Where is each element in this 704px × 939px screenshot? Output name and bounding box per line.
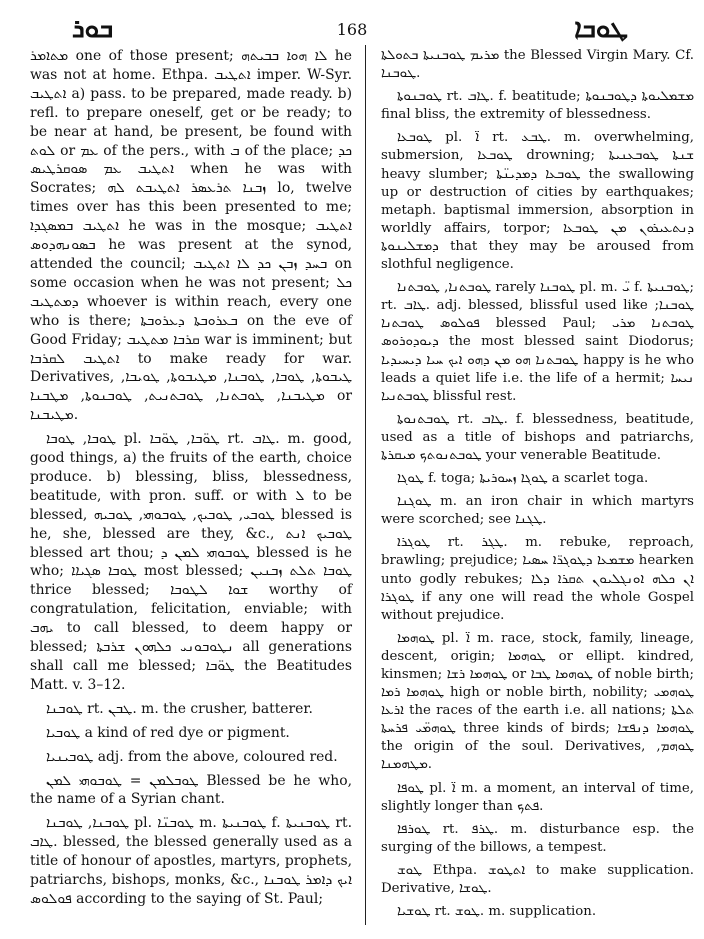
dictionary-entry: ܛܘܒܠܡܢ = ܛܘܒܘܗܝ ܠܡܢ Blessed be he who, the name of a Syrian chant.: [30, 772, 353, 808]
dictionary-entry: ܛܘܒܬܢܘܬܐ rt. ܛܐܒ. f. blessedness, beatitude, used as a title of bishops and patriarchs, ܛܘܒܬܢܘܬܟ ܡܝܩܪܬܐ your venerable Beatitude.: [381, 411, 694, 463]
page-header: [40, 14, 664, 48]
dictionary-entry: ܛܘܒܝܐ a kind of red dye or pigment.: [46, 724, 290, 741]
dictionary-entry: ܡܪܝܡ ܛܘܒܢܝܬܐ ܒܬܘܠܬܐ the Blessed Virgin Mary. Cf. ܛܘܒܢܐ.: [381, 48, 695, 82]
dictionary-entry: ܛܘܒܢܘܬܐ rt. ܛܐܒ. f. beatitude; ܡܫܡܠܝܘܬܐ ܕܛܘܒܢܘܬܐ final bliss, the extremity of blessedness.: [381, 89, 694, 123]
dictionary-entry: ܛܘܓܪܐ rt. ܛܓܪ. m. rebuke, reproach, brawling; prejudice; ܡܫܡܥܐ ܕܛܘܓܪ̈ܐ ܚܣܝܐ hearken unto godly rebukes; ܐܢ ܟܠܗ ܐܘܢܓܠܝܘܢ ܬܩܪܐ ܕܠܐ ܛܘܓܪܐ if any one will read the whole Gospel without prejudice.: [381, 535, 694, 623]
dictionary-entry: ܛܘܪܦܐ rt. ܛܪܦ. m. disturbance esp. the surging of the billows, a tempest.: [381, 821, 694, 855]
header-right-word: ܛܘܒܐ: [574, 14, 628, 44]
dictionary-entry: ܡܬܐܡܪ one of those present; ܠܐ ܗܘܐ ܒܒܝܬܗ he was not at home. Ethpa. ܐܬܛܝܒ imper. W-Syr. ܐܬܛܝܒ a) pass. to be prepared, made ready. b) refl. to prepare oneself, get or be ready; to be near at hand, be present, be found with ܠܘܬ or ܥܡ of the pers., with ܒ of the place; ܟܕ ܐܬܛܝܒ ܥܡ ܣܘܩܪܛܝܣ when he was with Socrates; ܙܒܢܐ ܬܪܥܣܪ ܐܬܛܝܒܬ ܠܗ lo, twelve times over has this been presented to me; ܐܬܛܝܒ ܒܡܣܓܕܐ he was in the mosque; ܐܬܛܝܒ ܒܣܘܢܗܕܘܣ he was present at the synod, attended the council; ܒܚܕ ܙܒܢ ܟܕ ܠܐ ܐܬܛܝܒ on some occasion when he was not present; ܟܠ ܕܡܬܛܝܒ whoever is within reach, every one who is there; ܒܥܪܘܒܬܐ ܕܥܪܘܒܬܐ on the eve of Good Friday; ܩܪܒܐ ܡܬܛܝܒ war is imminent; but ܐܬܛܝܒ ܠܩܪܒܐ to make ready for war. Derivatives, ܛܝܒܘܬܐ, ܛܘܒܐ, ܛܘܒܢܐ, ܡܛܝܒܘܬܐ, ܛܘܝܒܐ, ܡܛܝܒܢܐ, ܛܘܒܬܢܐ, ܛܘܒܬܢܝܬ, ܛܘܒܢܘܬܐ, ܡܛܒܢܐ or ܡܛܝܒܢܐ.: [30, 48, 353, 424]
column-divider: [365, 45, 366, 925]
dictionary-entry: ܛܘܒܥܐ pl. ܐ̈ rt. ܛܒܥ. m. overwhelming, submersion, ܛܘܒܥܐ drowning; ܫܢܬܐ ܛܘܒܥܢܝܬܐ heavy slumber; ܛܘܒܥܐ ܕܡܕܝܢ̈ܬܐ the swallowing up or destruction of cities by earthquakes; metaph. baptismal immersion, absorption in worldly affairs, torpor; ܕܢܬܥܝܪܘܢ ܡܢ ܛܘܒܥܐ ܕܡܫܠܝܢܘܬܐ that they may be aroused from slothful negligence.: [381, 130, 694, 273]
dictionary-entry: ܛܘܓܐ f. toga; ܛܘܓܐ ܙܚܘܪܝܬܐ a scarlet toga.: [397, 471, 649, 487]
right-column: [381, 47, 694, 926]
dictionary-entry: ܛܘܦܐ pl. ܐ̈ m. a moment, an interval of time, slightly longer than ܦܬܟ.: [381, 780, 694, 814]
dictionary-entry: ܛܘܒܬܢܐ, ܛܘܒܬܢܐ rarely ܛܘܒܢܐ pl. m. ܝ̈ f. ܛܘܒܢܝܬܐ; rt. ܛܐܒ. adj. blessed, blissful used like ܛܘܒܢܐ; ܦܘܠܘܣ ܛܘܒܬܢܐ blessed Paul; ܛܘܒܬܢܐ ܡܪܝ ܕܝܘܕܘܪܘܣ the most blessed saint Diodorus; ܛܘܒܬܢܐ ܗܘ ܡܢ ܕܗܘ ܐܝܟ ܚܝܐ ܕܝܚܝܕܝܐ happy is he who leads a quiet life i.e. the life of a hermit; ܢܝܚܐ ܛܘܒܬܢܝܐ blissful rest.: [381, 280, 695, 404]
left-column: [30, 47, 352, 914]
header-left-word: ܒܘܪ: [72, 14, 114, 44]
dictionary-entry: ܛܘܒܢܐ rt. ܛܒܢ. m. the crusher, batterer.: [46, 700, 313, 717]
dictionary-entry: ܛܘܓܢܐ m. an iron chair in which martyrs were scorched; see ܛܓܢܐ.: [381, 494, 694, 528]
dictionary-entry: ܛܘܫ Ethpa. ܐܬܛܘܫ to make supplication. Derivative, ܛܘܫܐ.: [381, 862, 694, 897]
dictionary-entry: ܛܘܫܝܐ rt. ܛܘܫ. m. supplication.: [397, 904, 597, 920]
dictionary-entry: ܛܘܒܐ, ܛܘܒܐ pl. ܛܘ̈ܒܐ, ܛܘ̈ܒܐ rt. ܛܐܒ. m. good, good things, a) the fruits of the earth, choice produce. b) blessing, bliss, blessedness, beatitude, with pron. suff. or with ܠ to be blessed, ܛܘܒܝ, ܛܘܒܝܟ, ܛܘܒܘܗܝ, ܛܘܒܝܗ blessed is he, she, blessed are they, &c., ܛܘܒܝܟ ܐܢܬ blessed art thou; ܛܘܒܘܗܝ ܠܡܢ ܕ blessed is he who; ܛܘܒܐ ܣܓܝܐܐ most blessed; ܛܘܒܐ ܬܠܬ ܙܒܢܝܢ thrice blessed; ܫܘܐ ܠܛܘܒܐ worthy of congratulation, felicitation, enviable; with ܝܗܒ to call blessed, to deem happy or blessed; ܢܛܘܒܘܢܝ ܟܠܗܘܢ ܫܪܒܬܐ all generations shall call me blessed; ܛܘ̈ܒܐ the Beatitudes Matt. v. 3–12.: [30, 431, 353, 693]
dictionary-entry: ܛܘܗܡܐ pl. ܐ̈ m. race, stock, family, lineage, descent, origin; ܛܘܗܡܐ or ellipt. kindred, kinsmen; ܛܘܗܡܐ ܪܫܐ or ܛܘܗܡܐ ܛܒܐ of noble birth; ܛܘܗܡܐ ܪܡܐ high or noble birth, nobility; ܛܘܗܡܝ ܐܪܥܐ the races of the earth i.e. all nations; ܬܠܬܐ ܛܘܗܡ̈ܝ ܦܪܚܬܐ three kinds of birds; ܛܘܗܡܐ ܕܢܦܫܐ the origin of the soul. Derivatives, ܛܘܗܡ, ܡܛܗܡܢܐ.: [381, 630, 695, 773]
dictionary-entry: ܛܘܒܢܐ, ܛܘܒܢܐ pl. ܛܘܒܢ̈ܐ m. ܛܘܒܢܝܬܐ f. ܛܘܒܢܝܬܐ rt. ܛܐܒ. blessed, the blessed generally used as a title of honour of apostles, martyrs, prophets, patriarchs, bishops, monks, &c., ܐܝܟ ܕܐܡܪ ܛܘܒܢܐ ܦܘܠܘܣ according to the saying of St. Paul;: [30, 815, 352, 907]
page-number: 168: [336, 20, 368, 39]
dictionary-entry: ܛܘܒܝܢܝܐ adj. from the above, coloured red.: [46, 748, 338, 765]
